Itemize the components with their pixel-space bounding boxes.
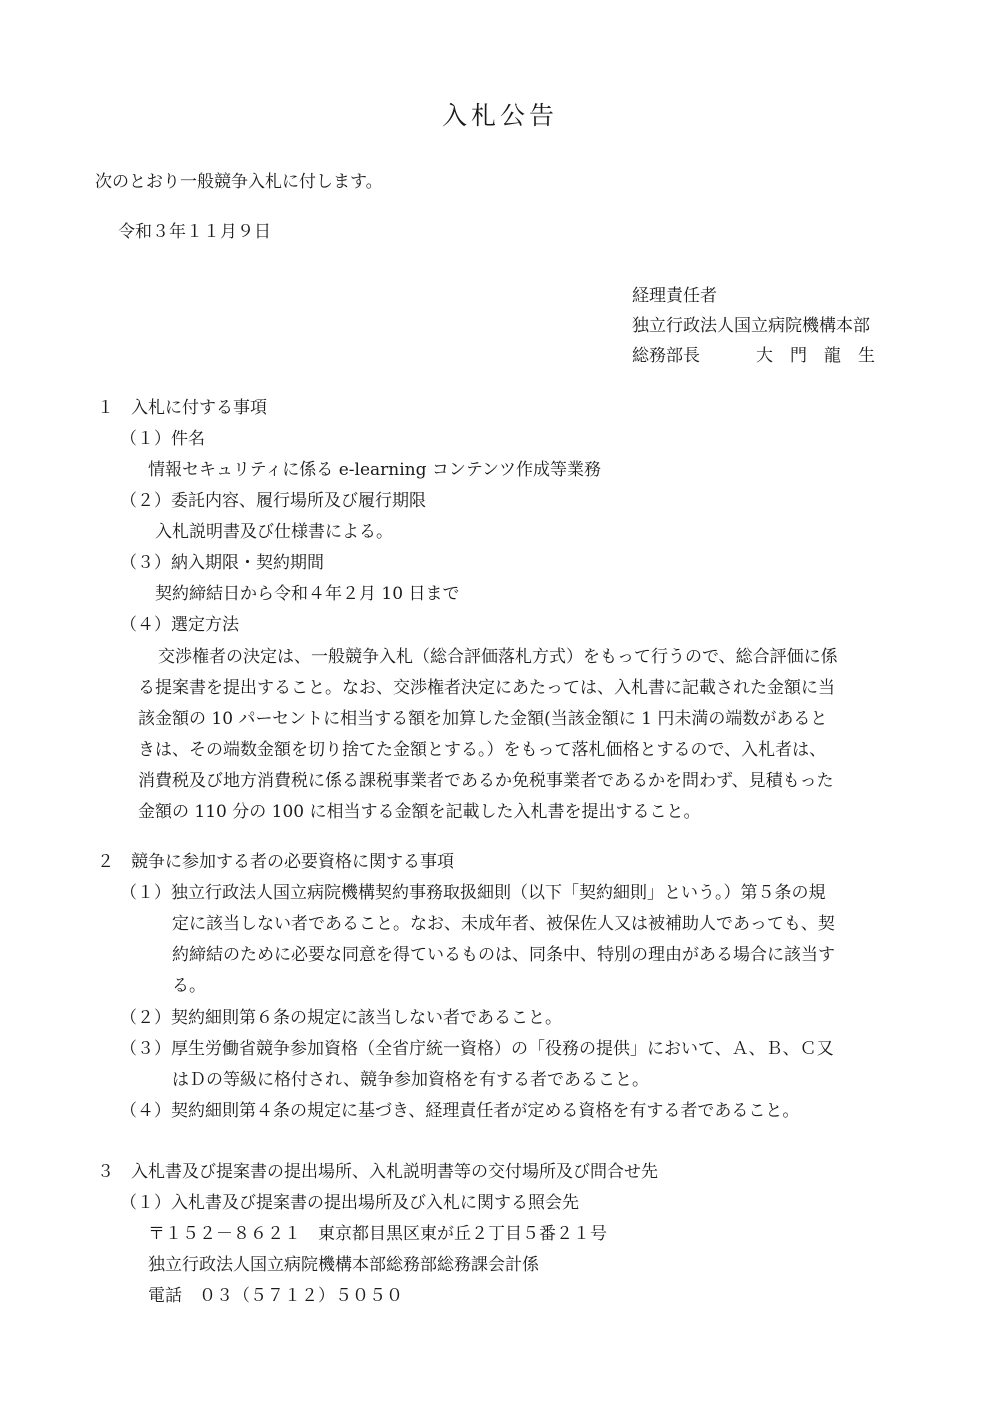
issuer-name: 大 門 龍 生 [756, 346, 875, 366]
section3-item1-label: （１）入札書及び提案書の提出場所及び入札に関する照会先 [120, 1193, 579, 1213]
section1-item3-label: （３）納入期限・契約期間 [120, 553, 324, 573]
contact-phone: 電話 ０３（５７１２）５０５０ [148, 1286, 403, 1306]
issuer-position: 総務部長 [632, 346, 700, 366]
issuer-organization: 独立行政法人国立病院機構本部 [632, 316, 870, 336]
section2-heading: ２ 競争に参加する者の必要資格に関する事項 [97, 852, 454, 872]
section1-item2-body: 入札説明書及び仕様書による。 [155, 522, 393, 542]
section1-item1-label: （１）件名 [120, 429, 205, 449]
section2-item4: （４）契約細則第４条の規定に基づき、経理責任者が定める資格を有する者であること。 [120, 1101, 800, 1121]
intro-text: 次のとおり一般競争入札に付します。 [95, 172, 383, 192]
section2-item3-line: （３）厚生労働省競争参加資格（全省庁統一資格）の「役務の提供」において、Ａ、Ｂ、Ｃ又 [120, 1039, 834, 1059]
section1-item4-line: 消費税及び地方消費税に係る課税事業者であるか免税事業者であるかを問わず、見積もった [138, 771, 834, 791]
document-title: 入札公告 [441, 101, 558, 130]
section1-heading: １ 入札に付する事項 [97, 398, 267, 418]
section1-item2-label: （２）委託内容、履行場所及び履行期限 [120, 491, 426, 511]
section2-item1-line: る。 [172, 976, 206, 996]
contact-address: 〒１５２－８６２１ 東京都目黒区東が丘２丁目５番２１号 [148, 1224, 607, 1244]
section3-heading: ３ 入札書及び提案書の提出場所、入札説明書等の交付場所及び問合せ先 [97, 1162, 658, 1182]
section1-item4-line: 金額の 110 分の 100 に相当する金額を記載した入札書を提出すること。 [138, 802, 701, 822]
section2-item1-line: （１）独立行政法人国立病院機構契約事務取扱細則（以下「契約細則」という。）第５条の規 [120, 883, 826, 903]
contact-office: 独立行政法人国立病院機構本部総務部総務課会計係 [148, 1255, 539, 1275]
section1-item4-line: 該金額の 10 パーセントに相当する額を加算した金額(当該金額に 1 円未満の端数があると [138, 709, 828, 729]
section1-item4-line: 交渉権者の決定は、一般競争入札（総合評価落札方式）をもって行うので、総合評価に係 [158, 647, 838, 667]
section1-item4-line: きは、その端数金額を切り捨てた金額とする。）をもって落札価格とするので、入札者は、 [138, 740, 827, 760]
section2-item2: （２）契約細則第６条の規定に該当しない者であること。 [120, 1008, 562, 1028]
section1-item4-label: （４）選定方法 [120, 615, 239, 635]
section1-item1-body: 情報セキュリティに係る e-learning コンテンツ作成等業務 [148, 460, 602, 480]
announcement-date: 令和３年１１月９日 [118, 222, 271, 242]
section1-item3-body: 契約締結日から令和４年２月 10 日まで [155, 584, 460, 604]
section2-item1-line: 定に該当しない者であること。なお、未成年者、被保佐人又は被補助人であっても、契 [172, 914, 835, 934]
section2-item3-line: はＤの等級に格付され、競争参加資格を有する者であること。 [172, 1070, 650, 1090]
section2-item1-line: 約締結のために必要な同意を得ているものは、同条中、特別の理由がある場合に該当す [172, 945, 835, 965]
section1-item4-line: る提案書を提出すること。なお、交渉権者決定にあたっては、入札書に記載された金額に当 [138, 678, 835, 698]
issuer-role: 経理責任者 [632, 286, 717, 306]
